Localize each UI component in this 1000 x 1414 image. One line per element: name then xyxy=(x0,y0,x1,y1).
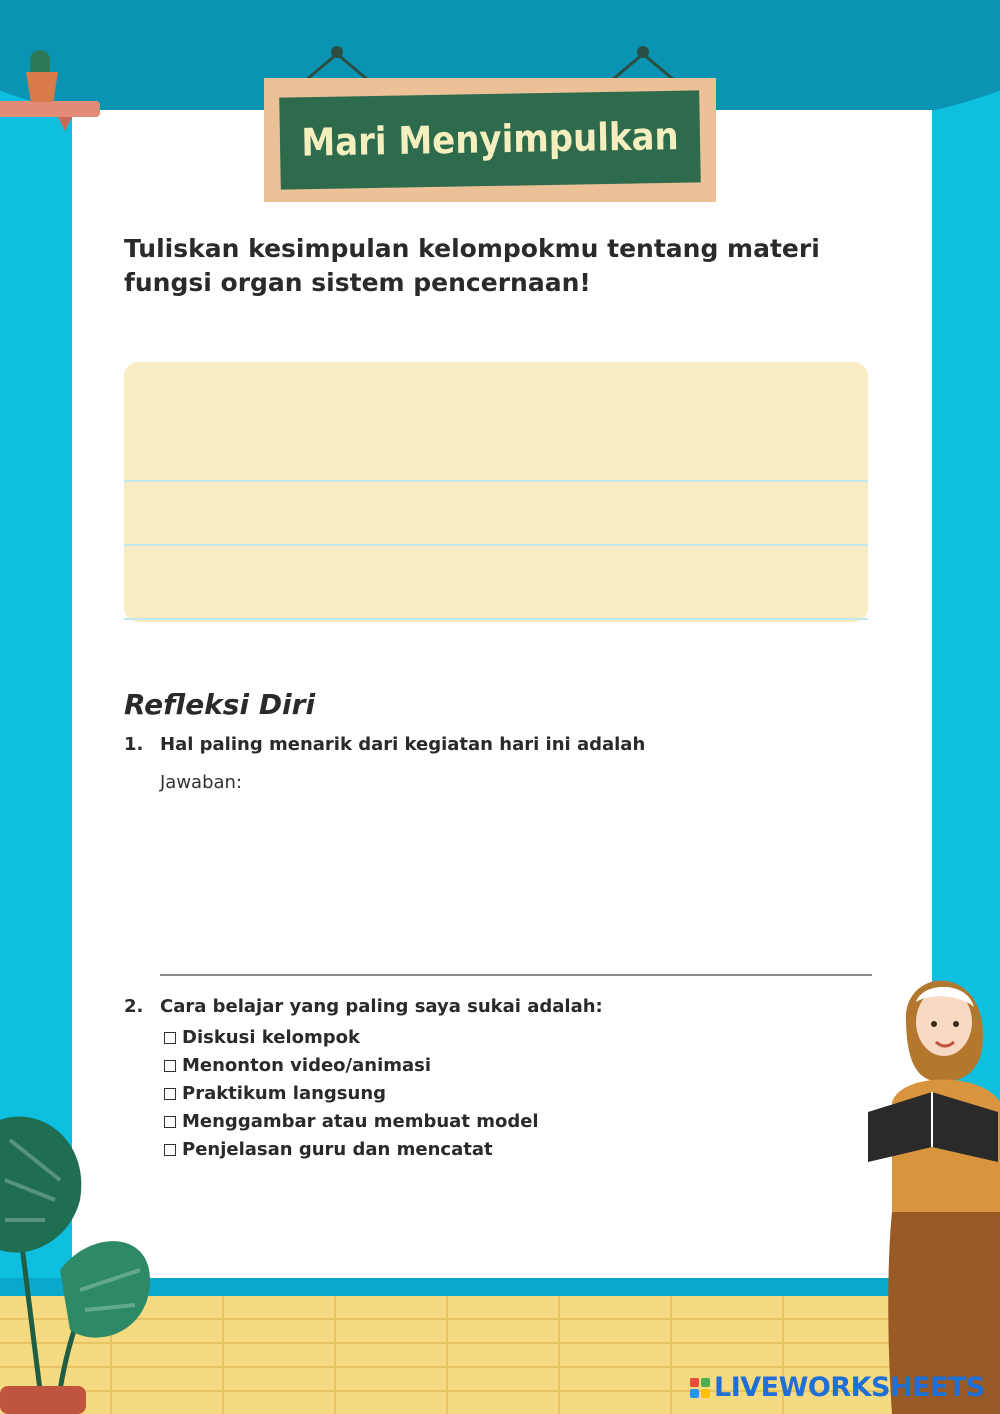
answer-box-divider xyxy=(124,618,868,620)
instruction-text: Tuliskan kesimpulan kelompokmu tentang materi fungsi organ sistem pencernaan! xyxy=(124,234,820,297)
option-item[interactable] xyxy=(164,1052,539,1080)
checkbox-icon[interactable] xyxy=(164,1088,176,1100)
question-text: Hal paling menarik dari kegiatan hari ini adalah xyxy=(160,734,646,755)
option-item[interactable] xyxy=(164,1080,539,1108)
checkbox-icon[interactable] xyxy=(164,1144,176,1156)
option-label: Menggambar atau membuat model xyxy=(182,1111,539,1132)
teacher-illustration-icon xyxy=(862,962,1000,1414)
question-number: 1. xyxy=(124,734,144,755)
wall-shelf xyxy=(0,101,100,117)
liveworksheets-logo xyxy=(690,1372,985,1403)
learning-style-options xyxy=(164,1024,539,1164)
liveworksheets-icon xyxy=(690,1378,710,1398)
hook-icon xyxy=(331,46,343,58)
option-item[interactable] xyxy=(164,1136,539,1164)
answer-box-divider xyxy=(124,544,868,546)
option-item[interactable] xyxy=(164,1024,539,1052)
answer-write-line[interactable] xyxy=(160,974,872,976)
checkbox-icon[interactable] xyxy=(164,1116,176,1128)
option-label: Praktikum langsung xyxy=(182,1083,387,1104)
option-label: Penjelasan guru dan mencatat xyxy=(182,1139,493,1160)
reflection-title: Refleksi Diri xyxy=(124,688,316,721)
checkbox-icon[interactable] xyxy=(164,1032,176,1044)
option-item[interactable] xyxy=(164,1108,539,1136)
conclusion-answer-box[interactable] xyxy=(124,362,868,622)
answer-box-divider xyxy=(124,480,868,482)
question-number: 2. xyxy=(124,996,144,1017)
hook-icon xyxy=(637,46,649,58)
shelf-bracket xyxy=(58,117,72,131)
option-label: Diskusi kelompok xyxy=(182,1027,360,1048)
flower-pot-icon xyxy=(26,72,58,102)
page-title: Mari Menyimpulkan xyxy=(300,114,680,166)
monstera-plant-icon xyxy=(0,1110,160,1414)
question-text: Cara belajar yang paling saya sukai adalah: xyxy=(160,996,603,1017)
answer-label: Jawaban: xyxy=(160,772,243,793)
sign-board xyxy=(279,90,701,189)
option-label: Menonton video/animasi xyxy=(182,1055,432,1076)
checkbox-icon[interactable] xyxy=(164,1060,176,1072)
brand-text: LIVEWORKSHEETS xyxy=(714,1372,985,1403)
